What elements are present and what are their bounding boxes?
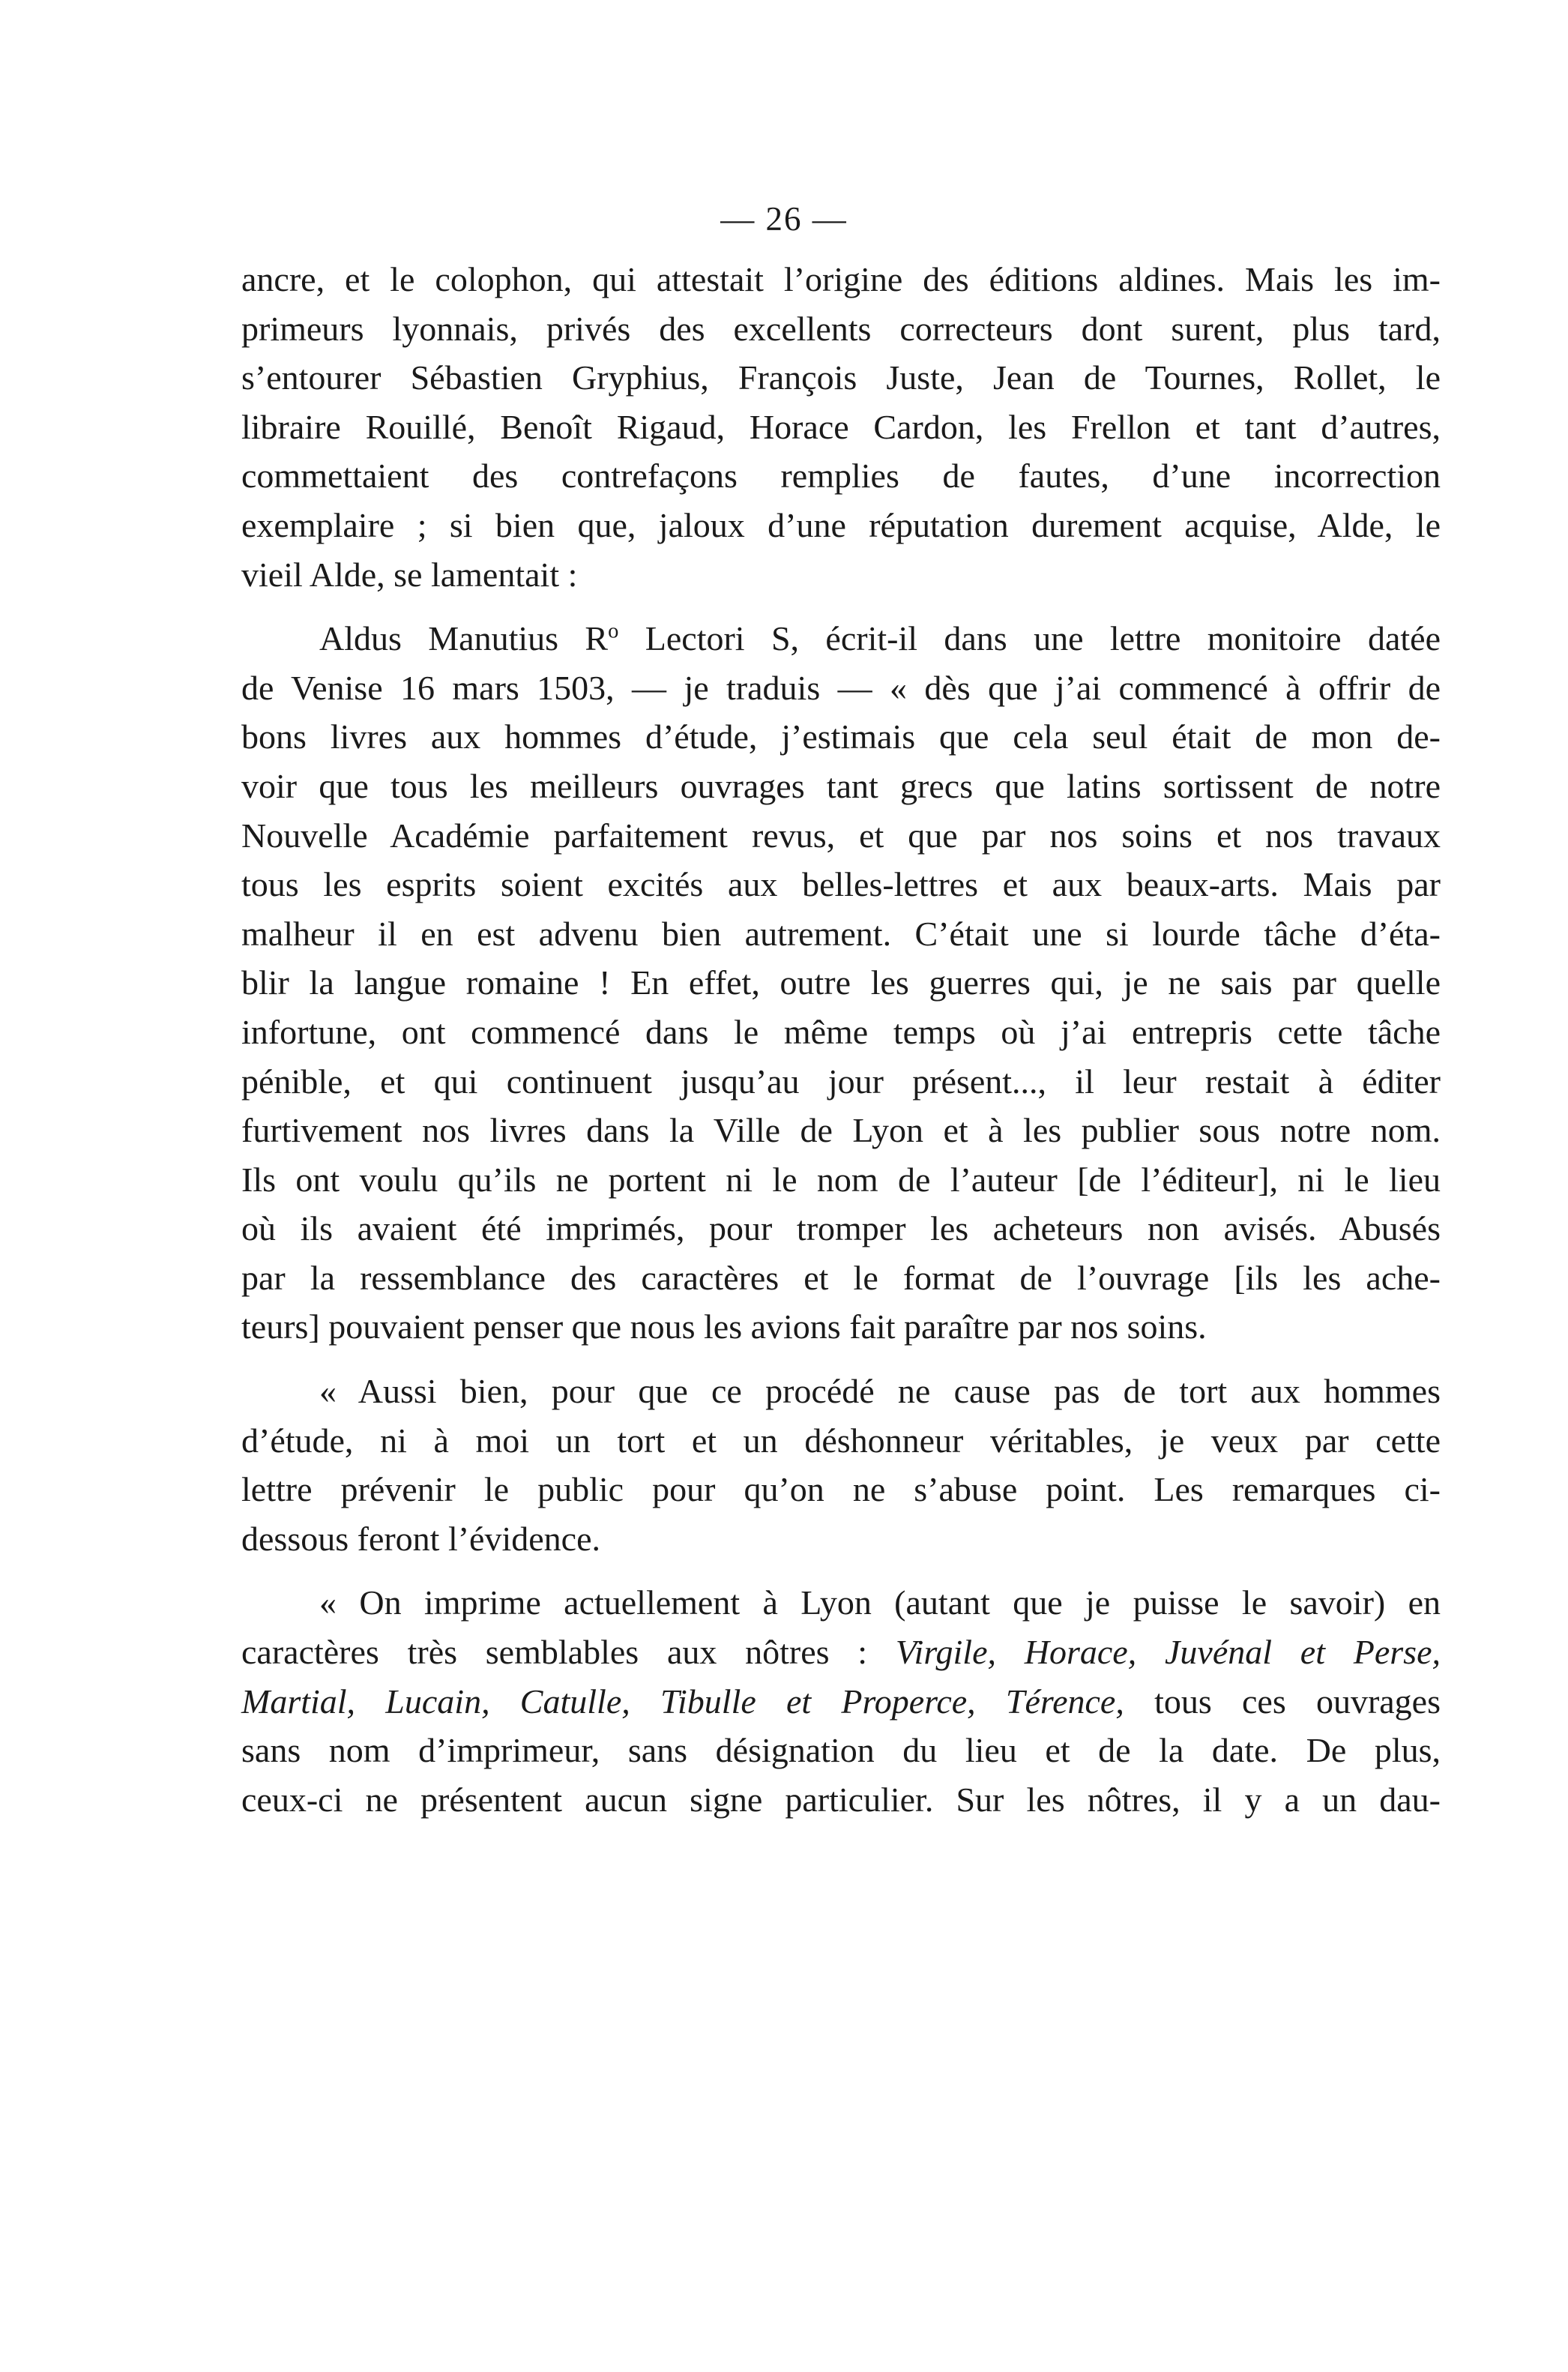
text-line: primeurs lyonnais, privés des excellents correcteurs dont surent, plus tard, [241, 309, 1441, 348]
text-fragment: Aldus Manutius R [319, 619, 609, 658]
superscript: o [608, 619, 619, 643]
body-text [241, 255, 1441, 1824]
text-line: infortune, ont commencé dans le même temps où j’ai entrepris cette tâche [241, 1012, 1441, 1051]
text-line: malheur il en est advenu bien autrement. C’était une si lourde tâche d’éta- [241, 914, 1441, 953]
text-line [241, 1628, 1441, 1677]
italic-titles: Martial, Lucain, Catulle, Tibulle et Properce, Térence, [241, 1682, 1124, 1721]
text-line: libraire Rouillé, Benoît Rigaud, Horace Cardon, les Frellon et tant d’autres, [241, 407, 1441, 446]
text-line: par la ressemblance des caractères et le format de l’ouvrage [ils les ache- [241, 1258, 1441, 1297]
paragraph-1 [241, 255, 1441, 599]
text-line: Ils ont voulu qu’ils ne portent ni le nom de l’auteur [de l’éditeur], ni le lieu [241, 1160, 1441, 1199]
paragraph-4 [241, 1578, 1441, 1824]
text-line [241, 1677, 1441, 1727]
text-line: ceux-ci ne présentent aucun signe particulier. Sur les nôtres, il y a un dau- [241, 1780, 1441, 1819]
text-line: « On imprime actuellement à Lyon (autant que je puisse le savoir) en [319, 1583, 1441, 1622]
text-line: où ils avaient été imprimés, pour tromper les acheteurs non avisés. Abusés [241, 1209, 1441, 1248]
italic-titles: Virgile, Horace, Juvénal et Perse, [895, 1633, 1441, 1672]
text-line [241, 614, 1441, 663]
text-line: ancre, et le colophon, qui attestait l’origine des éditions aldines. Mais les im- [241, 260, 1441, 298]
text-line: voir que tous les meilleurs ouvrages tant grecs que latins sortissent de notre [241, 766, 1441, 805]
text-line: s’entourer Sébastien Gryphius, François Juste, Jean de Tournes, Rollet, le [241, 358, 1441, 397]
text-line: Nouvelle Académie parfaitement revus, et que par nos soins et nos travaux [241, 816, 1441, 855]
text-fragment: Lectori S, écrit-il dans une lettre monitoire datée [618, 619, 1441, 658]
text-line: dessous feront l’évidence. [241, 1519, 601, 1558]
text-line: « Aussi bien, pour que ce procédé ne cause pas de tort aux hommes [319, 1372, 1441, 1411]
text-line: tous les esprits soient excités aux belles-lettres et aux beaux-arts. Mais par [241, 865, 1441, 904]
text-line: pénible, et qui continuent jusqu’au jour présent..., il leur restait à éditer [241, 1062, 1441, 1101]
page-number: — 26 — [720, 200, 848, 238]
text-line: exemplaire ; si bien que, jaloux d’une réputation durement acquise, Alde, le [241, 505, 1441, 544]
text-line: de Venise 16 mars 1503, — je traduis — « dès que j’ai commencé à offrir de [241, 668, 1441, 707]
text-line: d’étude, ni à moi un tort et un déshonneur véritables, je veux par cette [241, 1421, 1441, 1460]
text-line: blir la langue romaine ! En effet, outre les guerres qui, je ne sais par quelle [241, 963, 1441, 1002]
paragraph-3 [241, 1367, 1441, 1563]
text-line: commettaient des contrefaçons remplies de fautes, d’une incorrection [241, 457, 1441, 496]
text-line: bons livres aux hommes d’étude, j’estimais que cela seul était de mon de- [241, 717, 1441, 756]
text-line: teurs] pouvaient penser que nous les avions fait paraître par nos soins. [241, 1307, 1207, 1346]
text-line: sans nom d’imprimeur, sans désignation du lieu et de la date. De plus, [241, 1731, 1441, 1770]
paragraph-2 [241, 614, 1441, 1352]
text-line: vieil Alde, se lamentait : [241, 555, 578, 594]
text-fragment: caractères très semblables aux nôtres : [241, 1633, 896, 1672]
text-line: lettre prévenir le public pour qu’on ne s’abuse point. Les remarques ci- [241, 1470, 1441, 1509]
text-fragment: tous ces ouvrages [1124, 1682, 1441, 1721]
text-line: furtivement nos livres dans la Ville de Lyon et à les publier sous notre nom. [241, 1111, 1441, 1150]
